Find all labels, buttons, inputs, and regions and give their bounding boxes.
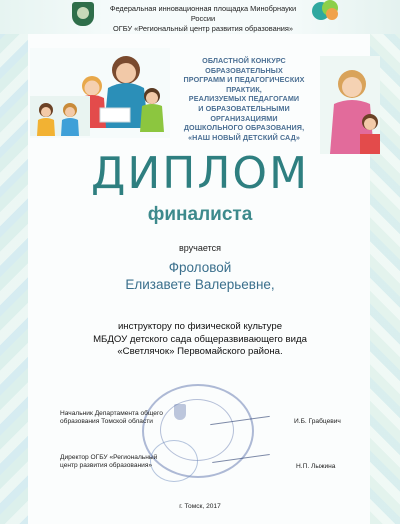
diploma-subtitle: финалиста [147, 204, 253, 225]
recipient-role [60, 321, 340, 359]
second-signatory-name: Н.П. Лыжина [296, 463, 336, 470]
recipient-given-names: Елизавете Валерьевне, [125, 277, 275, 292]
role-line: «Светлячок» Первомайского района. [117, 346, 283, 357]
role-line: инструктору по физической культуре [117, 321, 283, 332]
header-line-1: Федеральная инновационная площадка Минобрнауки России [109, 4, 297, 23]
header-line-2: ОГБУ «Региональный центр развития образования» [112, 24, 294, 33]
tomsk-region-emblem-icon [72, 2, 94, 26]
contest-line: ПРОГРАММ И ПЕДАГОГИЧЕСКИХ ПРАКТИК, [183, 75, 305, 94]
girl-playing-photo [320, 56, 380, 154]
second-title-line-1: Директор ОГБУ «Региональный [60, 454, 158, 461]
first-signatory-name: И.Б. Грабцевич [294, 418, 341, 425]
rcro-logo-icon [312, 0, 342, 24]
contest-line: РЕАЛИЗУЕМЫХ ПЕДАГОГАМИ [188, 94, 300, 104]
first-signatory-title [60, 410, 190, 427]
children-drawing-photo [30, 96, 90, 136]
recipient-surname: Фроловой [168, 260, 232, 275]
second-title-line-2: центр развития образования» [60, 462, 153, 470]
second-signatory-title [60, 454, 190, 471]
place-and-date: г. Томск, 2017 [179, 503, 221, 510]
contest-line: «НАШ НОВЫЙ ДЕТСКИЙ САД» [188, 132, 300, 142]
role-line: МБДОУ детского сада общеразвивающего вида [93, 333, 307, 345]
recipient-name [0, 259, 400, 293]
presented-text: вручается [179, 243, 221, 253]
contest-line: ОБЛАСТНОЙ КОНКУРС ОБРАЗОВАТЕЛЬНЫХ [202, 56, 286, 75]
diploma-title: ДИПЛОМ [90, 148, 310, 199]
contest-title [166, 56, 322, 142]
header-text [98, 4, 308, 34]
contest-line: И ОБРАЗОВАТЕЛЬНЫМИ ОРГАНИЗАЦИЯМИ [198, 103, 290, 123]
first-title-line-1: Начальник Департамента общего [60, 410, 163, 417]
first-title-line-2: образования Томской области [60, 418, 153, 426]
contest-line: ДОШКОЛЬНОГО ОБРАЗОВАНИЯ, [183, 123, 305, 133]
